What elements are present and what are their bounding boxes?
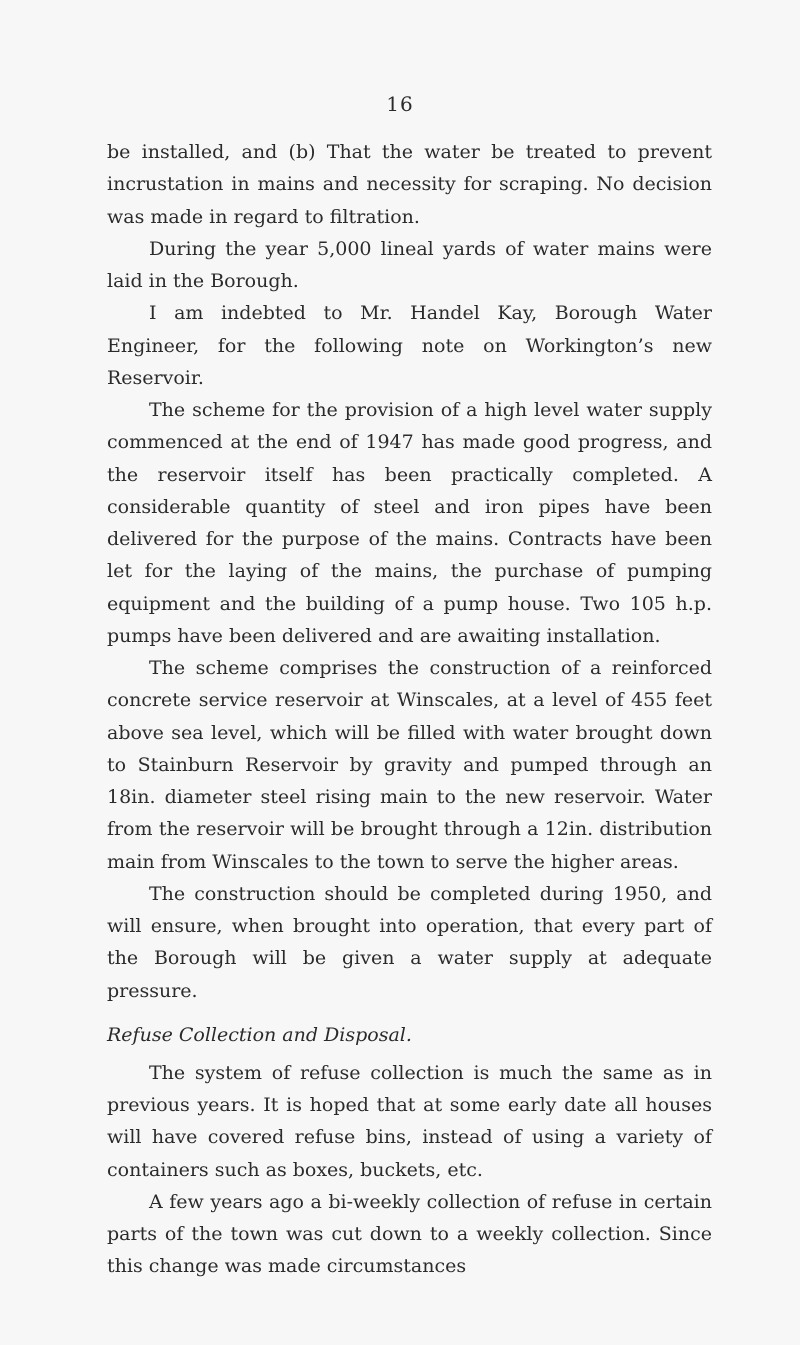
paragraph-water-mains: During the year 5,000 lineal yards of water mains were laid in the Borough. <box>107 237 712 292</box>
paragraph-continuation: be installed, and (b) That the water be treated to prevent incrustation in mains and necessity for scraping. No decision was made in regard to filtration. <box>107 141 712 228</box>
paragraph-scheme-progress: The scheme for the provision of a high level water supply commenced at the end of 1947 has made good progress, and the reservoir itself has been practically completed. A considerable quantity of steel and iron pipes have been delivered for the purpose of the mains. Contracts have been let for the laying of the mains, the purchase of pumping equipment and the building of a pump house. Two 105 h.p. pumps have been delivered and are awaiting installation. <box>107 399 712 647</box>
paragraph-refuse-collection: A few years ago a bi-weekly collection of refuse in certain parts of the town was cut down to a weekly collection. Since this change was made circumstances <box>107 1190 712 1278</box>
paragraph-refuse-system: The system of refuse collection is much the same as in previous years. It is hoped that at some early date all houses will have covered refuse bins, instead of using a variety of containers such as boxes, buckets, etc. <box>107 1061 712 1181</box>
section-heading-refuse: Refuse Collection and Disposal. <box>107 1023 412 1046</box>
body-text <box>107 136 712 1283</box>
page-number: 16 <box>386 92 414 116</box>
paragraph-construction: The construction should be completed during 1950, and will ensure, when brought into operation, that every part of the Borough will be given a water supply at adequate pressure. <box>107 882 712 1002</box>
paragraph-scheme-description: The scheme comprises the construction of a reinforced concrete service reservoir at Winscales, at a level of 455 feet above sea level, which will be filled with water brought down to Stainburn Reservoir by gravity and pumped through an 18in. diameter steel rising main to the new reservoir. Water from the reservoir will be brought through a 12in. distribution main from Winscales to the town to serve the higher areas. <box>107 657 712 873</box>
paragraph-acknowledgement: I am indebted to Mr. Handel Kay, Borough Water Engineer, for the following note on Workington’s new Reservoir. <box>107 302 712 389</box>
